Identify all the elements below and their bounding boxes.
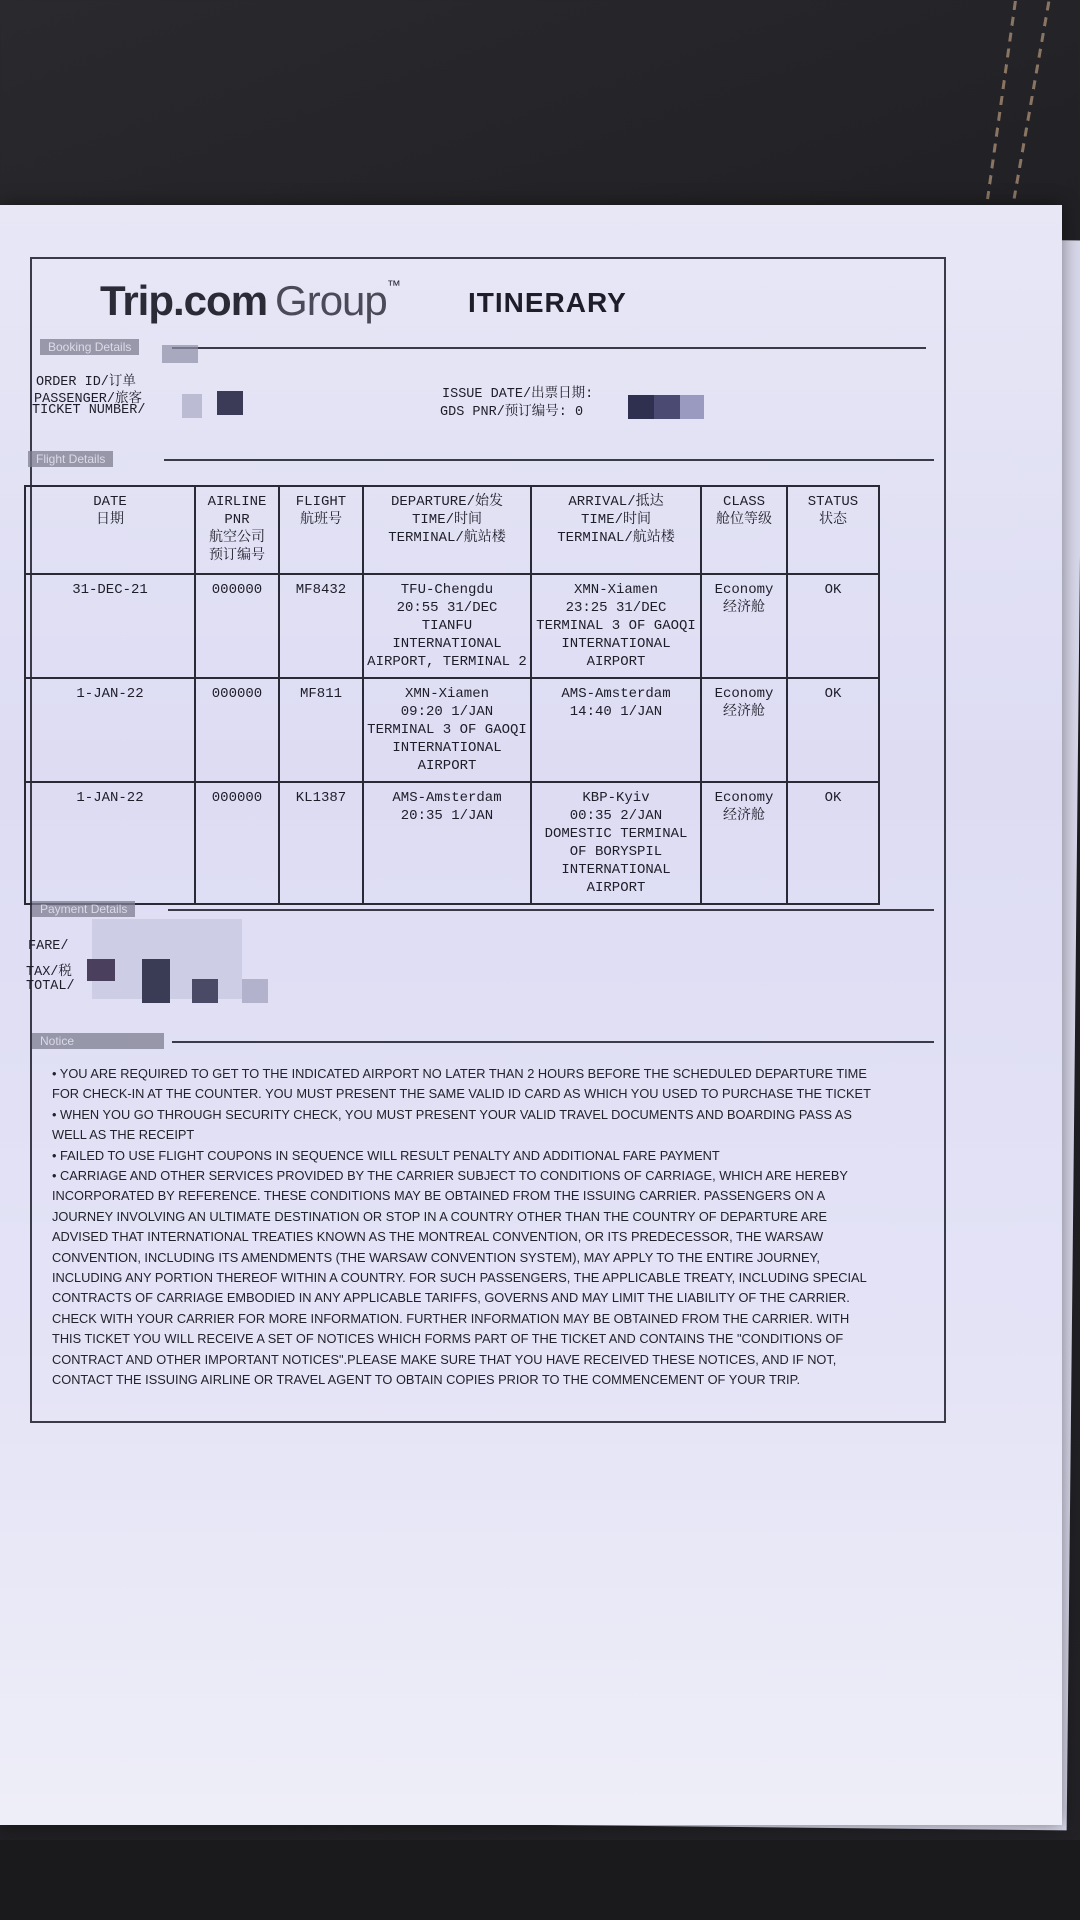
cell-flight: MF8432 bbox=[279, 574, 363, 678]
passenger-label: PASSENGER/旅客 bbox=[34, 392, 143, 407]
cell-date: 1-JAN-22 bbox=[25, 678, 195, 782]
table-header-row bbox=[25, 486, 879, 574]
cell-pnr: 000000 bbox=[195, 678, 279, 782]
cell-flight: KL1387 bbox=[279, 782, 363, 904]
logo-group: Group bbox=[275, 277, 387, 324]
redacted-block bbox=[182, 394, 202, 418]
total-label: TOTAL/ bbox=[26, 979, 75, 994]
redacted-block bbox=[162, 345, 198, 363]
notice-text: • YOU ARE REQUIRED TO GET TO THE INDICATED AIRPORT NO LATER THAN 2 HOURS BEFORE THE SCHEDULED DEPARTURE TIME FOR CHECK-IN AT THE COUNTER. YOU MUST PRESENT THE SAME VALID ID CARD AS WHICH YOU USED TO PURCHASE THE TICKET • WHEN YOU GO THROUGH SECURITY CHECK, YOU MUST PRESENT YOUR VALID TRAVEL DOCUMENTS AND BOARDING PASS AS WELL AS THE RECEIPT • FAILED TO USE FLIGHT COUPONS IN SEQUENCE WILL RESULT PENALTY AND ADDITIONAL FARE PAYMENT • CARRIAGE AND OTHER SERVICES PROVIDED BY THE CARRIER SUBJECT TO CONDITIONS OF CARRIAGE, WHICH ARE HEREBY INCORPORATED BY REFERENCE. THESE CONDITIONS MAY BE OBTAINED FROM THE ISSUING CARRIER. PASSENGERS ON A JOURNEY INVOLVING AN ULTIMATE DESTINATION OR STOP IN A COUNTRY OTHER THAN THE COUNTRY OF DEPARTURE ARE ADVISED THAT INTERNATIONAL TREATIES KNOWN AS THE MONTREAL CONVENTION, OR ITS PREDECESSOR, THE WARSAW CONVENTION, INCLUDING ITS AMENDMENTS (THE WARSAW CONVENTION SYSTEM), MAY APPLY TO THE ENTIRE JOURNEY, INCLUDING ANY PORTION THEREOF WITHIN A COUNTRY. FOR SUCH PASSENGERS, THE APPLICABLE TREATY, INCLUDING SPECIAL CONTRACTS OF CARRIAGE EMBODIED IN ANY APPLICABLE TARIFFS, GOVERNS AND MAY LIMIT THE LIABILITY OF THE CARRIER. CHECK WITH YOUR CARRIER FOR MORE INFORMATION. FURTHER INFORMATION MAY BE OBTAINED FROM THE CARRIER. WITH THIS TICKET YOU WILL RECEIVE A SET OF NOTICES WHICH FORMS PART OF THE TICKET AND CONTAINS THE "CONDITIONS OF CONTRACT AND OTHER IMPORTANT NOTICES".PLEASE MAKE SURE THAT YOU HAVE RECEIVED THESE NOTICES, AND IF NOT, CONTACT THE ISSUING AIRLINE OR TRAVEL AGENT TO OBTAIN COPIES PRIOR TO THE COMMENCEMENT OF YOUR TRIP. bbox=[52, 1066, 871, 1388]
redacted-block bbox=[654, 395, 680, 419]
divider bbox=[172, 1041, 934, 1043]
fabric-stitch bbox=[1013, 1, 1051, 198]
page-title: ITINERARY bbox=[468, 287, 627, 318]
header-status: STATUS 状态 bbox=[787, 486, 879, 574]
redacted-block bbox=[192, 979, 218, 1003]
redacted-block bbox=[142, 959, 170, 1003]
section-label-flight: Flight Details bbox=[28, 451, 113, 467]
ticket-number-label: TICKET NUMBER/ bbox=[32, 403, 146, 418]
cell-pnr: 000000 bbox=[195, 782, 279, 904]
cell-class: Economy 经济舱 bbox=[701, 678, 787, 782]
cell-class: Economy 经济舱 bbox=[701, 782, 787, 904]
cell-arrival: AMS-Amsterdam 14:40 1/JAN bbox=[531, 678, 701, 782]
divider bbox=[164, 459, 934, 461]
cell-status: OK bbox=[787, 782, 879, 904]
header-departure: DEPARTURE/始发 TIME/时间 TERMINAL/航站楼 bbox=[363, 486, 531, 574]
table-row bbox=[25, 678, 879, 782]
cell-arrival: XMN-Xiamen 23:25 31/DEC TERMINAL 3 OF GAOQI INTERNATIONAL AIRPORT bbox=[531, 574, 701, 678]
divider bbox=[172, 347, 926, 349]
header-flight: FLIGHT 航班号 bbox=[279, 486, 363, 574]
flight-table bbox=[24, 485, 880, 905]
redacted-block bbox=[242, 979, 268, 1003]
table-row bbox=[25, 574, 879, 678]
trip-logo bbox=[100, 277, 400, 325]
cell-status: OK bbox=[787, 574, 879, 678]
header-arrival: ARRIVAL/抵达 TIME/时间 TERMINAL/航站楼 bbox=[531, 486, 701, 574]
logo-tm: ™ bbox=[386, 277, 400, 293]
cell-date: 1-JAN-22 bbox=[25, 782, 195, 904]
gds-pnr-label: GDS PNR/预订编号: 0 bbox=[440, 405, 584, 420]
background-surface bbox=[0, 1840, 1080, 1920]
section-label-booking: Booking Details bbox=[40, 339, 139, 355]
order-id-label: ORDER ID/订单 bbox=[36, 375, 136, 390]
cell-date: 31-DEC-21 bbox=[25, 574, 195, 678]
issue-date-label: ISSUE DATE/出票日期: bbox=[442, 387, 594, 402]
cell-departure: XMN-Xiamen 09:20 1/JAN TERMINAL 3 OF GAOQI INTERNATIONAL AIRPORT bbox=[363, 678, 531, 782]
section-label-payment: Payment Details bbox=[32, 901, 135, 917]
tax-label: TAX/税 bbox=[26, 965, 72, 980]
table-row bbox=[25, 782, 879, 904]
header-date: DATE 日期 bbox=[25, 486, 195, 574]
logo-brand: Trip.com bbox=[100, 277, 268, 324]
header-airline-pnr: AIRLINE PNR 航空公司 预订编号 bbox=[195, 486, 279, 574]
redacted-block bbox=[628, 395, 654, 419]
cell-flight: MF811 bbox=[279, 678, 363, 782]
cell-pnr: 000000 bbox=[195, 574, 279, 678]
section-label-notice: Notice bbox=[32, 1033, 164, 1049]
fare-label: FARE/ bbox=[28, 939, 69, 954]
redacted-block bbox=[87, 959, 115, 981]
cell-departure: TFU-Chengdu 20:55 31/DEC TIANFU INTERNATIONAL AIRPORT, TERMINAL 2 bbox=[363, 574, 531, 678]
cell-status: OK bbox=[787, 678, 879, 782]
redacted-block bbox=[217, 391, 243, 415]
fabric-stitch bbox=[986, 1, 1017, 199]
cell-departure: AMS-Amsterdam 20:35 1/JAN bbox=[363, 782, 531, 904]
header-class: CLASS 舱位等级 bbox=[701, 486, 787, 574]
itinerary-paper bbox=[0, 205, 1062, 1825]
itinerary-frame bbox=[26, 257, 946, 1423]
divider bbox=[168, 909, 934, 911]
redacted-block bbox=[680, 395, 704, 419]
cell-arrival: KBP-Kyiv 00:35 2/JAN DOMESTIC TERMINAL OF BORYSPIL INTERNATIONAL AIRPORT bbox=[531, 782, 701, 904]
cell-class: Economy 经济舱 bbox=[701, 574, 787, 678]
